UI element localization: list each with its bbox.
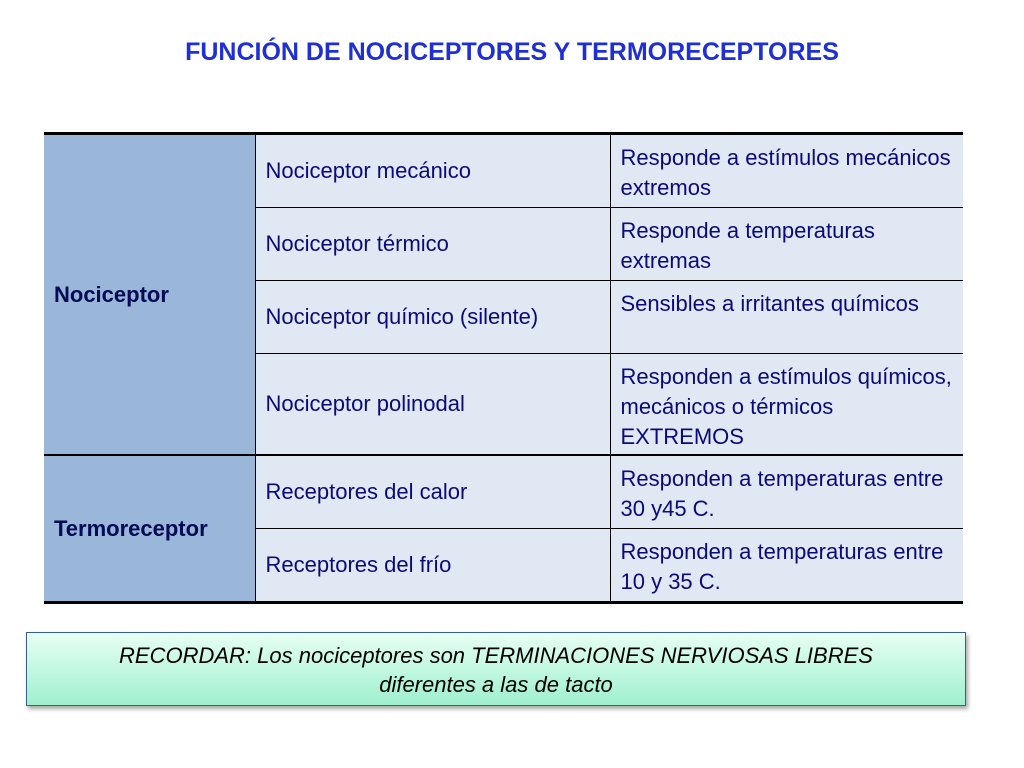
receptor-name: Nociceptor polinodal [255,354,610,456]
receptor-description: Responde a temperaturas extremas [610,208,963,281]
table-row [44,455,963,529]
receptor-description: Sensibles a irritantes químicos [610,281,963,354]
reminder-line-1: RECORDAR: Los nociceptores son TERMINACIONES NERVIOSAS LIBRES [119,643,873,668]
receptor-description: Responden a temperaturas entre 30 y45 C. [610,455,963,529]
receptor-name: Nociceptor mecánico [255,134,610,208]
category-nociceptor: Nociceptor [44,134,255,456]
receptor-description: Responden a estímulos químicos, mecánicos o térmicos EXTREMOS [610,354,963,456]
receptor-name: Receptores del calor [255,455,610,529]
table-row [44,134,963,208]
receptor-name: Nociceptor químico (silente) [255,281,610,354]
reminder-note [26,632,966,706]
receptor-table [44,132,963,604]
receptor-description: Responde a estímulos mecánicos extremos [610,134,963,208]
receptor-name: Receptores del frío [255,529,610,603]
receptor-name: Nociceptor térmico [255,208,610,281]
page-title: FUNCIÓN DE NOCICEPTORES Y TERMORECEPTORES [185,38,839,66]
receptor-description: Responden a temperaturas entre 10 y 35 C. [610,529,963,603]
reminder-line-2: diferentes a las de tacto [379,672,613,697]
category-termoreceptor: Termoreceptor [44,455,255,603]
